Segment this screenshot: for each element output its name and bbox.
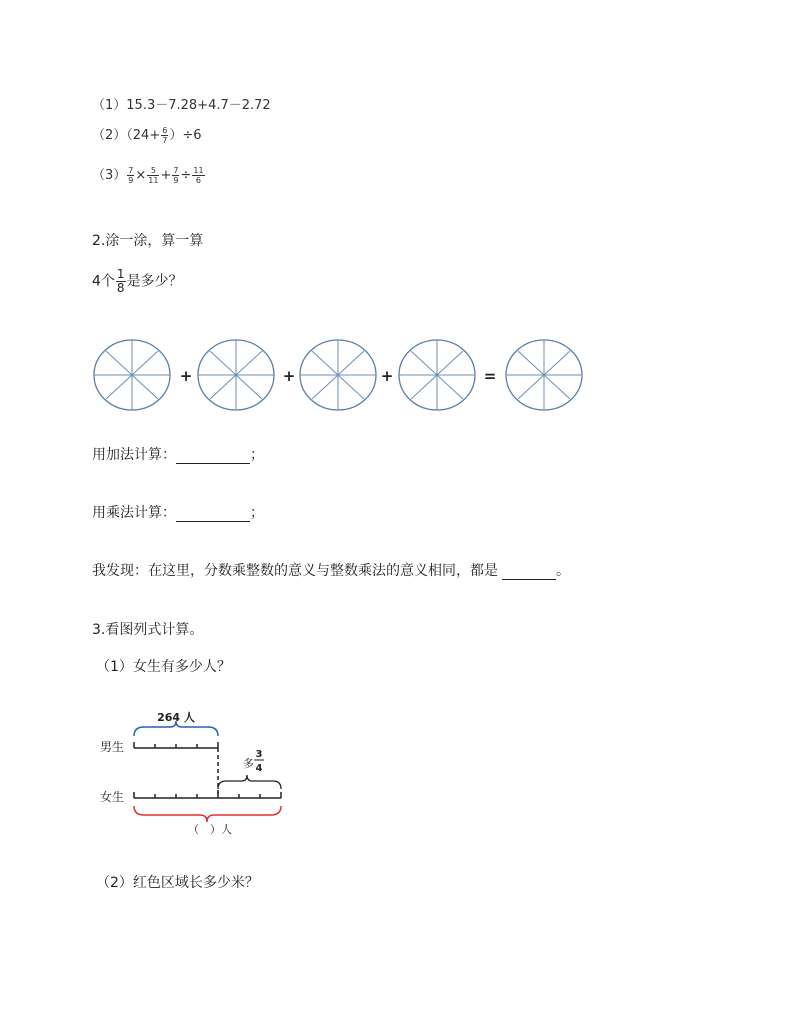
p2-question [92, 268, 183, 295]
circle-2[interactable] [198, 340, 274, 410]
p3-sub2: （2）红色区域长多少米？ [96, 875, 259, 891]
fraction-denominator: 9 [128, 176, 134, 185]
more-den: 4 [255, 763, 263, 774]
discover-blank[interactable] [502, 565, 556, 580]
mul-calc-blank[interactable] [176, 507, 250, 522]
p2-question-pre: 4个 [92, 273, 115, 290]
fraction-denominator: 9 [173, 176, 179, 185]
circle-result[interactable] [506, 340, 582, 410]
add-calc-blank[interactable] [176, 449, 250, 464]
add-calc-semicolon: ； [250, 447, 264, 463]
circles-row [80, 336, 640, 416]
fraction-numerator: 6 [162, 126, 168, 135]
fraction-numerator: 7 [128, 166, 134, 175]
more-label: 多 [243, 757, 254, 770]
mul-calc-label: 用乘法计算： [92, 505, 176, 521]
p2-question-fraction [116, 268, 126, 295]
p1-line-2-post: ）÷6 [169, 128, 202, 143]
more-num: 3 [255, 749, 263, 760]
discover-text: 我发现：在这里，分数乘整数的意义与整数乘法的意义相同，都是 [92, 563, 498, 579]
mul-calc-semicolon: ； [250, 505, 264, 521]
add-calc-line [92, 444, 264, 464]
discover-line [92, 560, 570, 580]
p1-line-2-label: （2） [92, 128, 127, 143]
fraction-denominator: 11 [148, 176, 159, 185]
circle-1[interactable] [94, 340, 170, 410]
boys-bar [134, 742, 218, 748]
times-sign: × [135, 168, 147, 183]
p1-line-3-frac-4 [192, 166, 204, 185]
plus-operator-1: + [179, 367, 193, 385]
fraction-denominator: 6 [195, 176, 202, 185]
p3-sub1: （1）女生有多少人？ [96, 659, 231, 675]
p1-line-3-label: （3） [92, 168, 127, 183]
p1-line-3-frac-1 [127, 166, 134, 185]
circle-3[interactable] [300, 340, 376, 410]
boys-count: 264 人 [157, 711, 195, 724]
add-calc-label: 用加法计算： [92, 447, 176, 463]
mul-calc-line [92, 502, 264, 522]
discover-end: 。 [556, 563, 570, 579]
fraction-numerator: 5 [147, 166, 159, 176]
circle-4[interactable] [399, 340, 475, 410]
p1-line-2-pre: （24+ [126, 128, 161, 143]
plus-operator-2: + [282, 367, 296, 385]
bar-diagram [92, 705, 302, 845]
fraction-numerator: 1 [116, 267, 125, 281]
equals-operator: = [483, 367, 497, 385]
p1-line-3-frac-2 [147, 166, 159, 185]
boys-label: 男生 [100, 740, 125, 754]
fraction-denominator: 8 [116, 281, 125, 295]
unknown-label: （ ）人 [188, 823, 232, 836]
p2-title: 2.涂一涂，算一算 [92, 233, 204, 249]
fraction-numerator: 7 [173, 166, 179, 175]
girls-bar [134, 792, 281, 798]
plus-operator-3: + [380, 367, 394, 385]
p1-line-2-fraction [161, 126, 168, 145]
p3-title: 3.看图列式计算。 [92, 622, 204, 638]
p1-line-1 [92, 94, 271, 113]
plus-sign: + [160, 168, 172, 183]
fraction-numerator: 11 [193, 166, 204, 175]
more-brace [218, 775, 281, 789]
p1-line-1-expr: 15.3－7.28+4.7－2.72 [126, 98, 271, 113]
p1-line-3 [92, 164, 206, 185]
girls-brace [134, 806, 281, 822]
fraction-denominator: 7 [162, 136, 168, 145]
p1-line-2 [92, 124, 201, 145]
p2-question-post: 是多少？ [126, 273, 183, 290]
p1-line-3-frac-3 [172, 166, 179, 185]
girls-label: 女生 [100, 790, 125, 804]
p1-line-1-label: （1） [92, 98, 127, 113]
divide-sign: ÷ [180, 168, 192, 183]
